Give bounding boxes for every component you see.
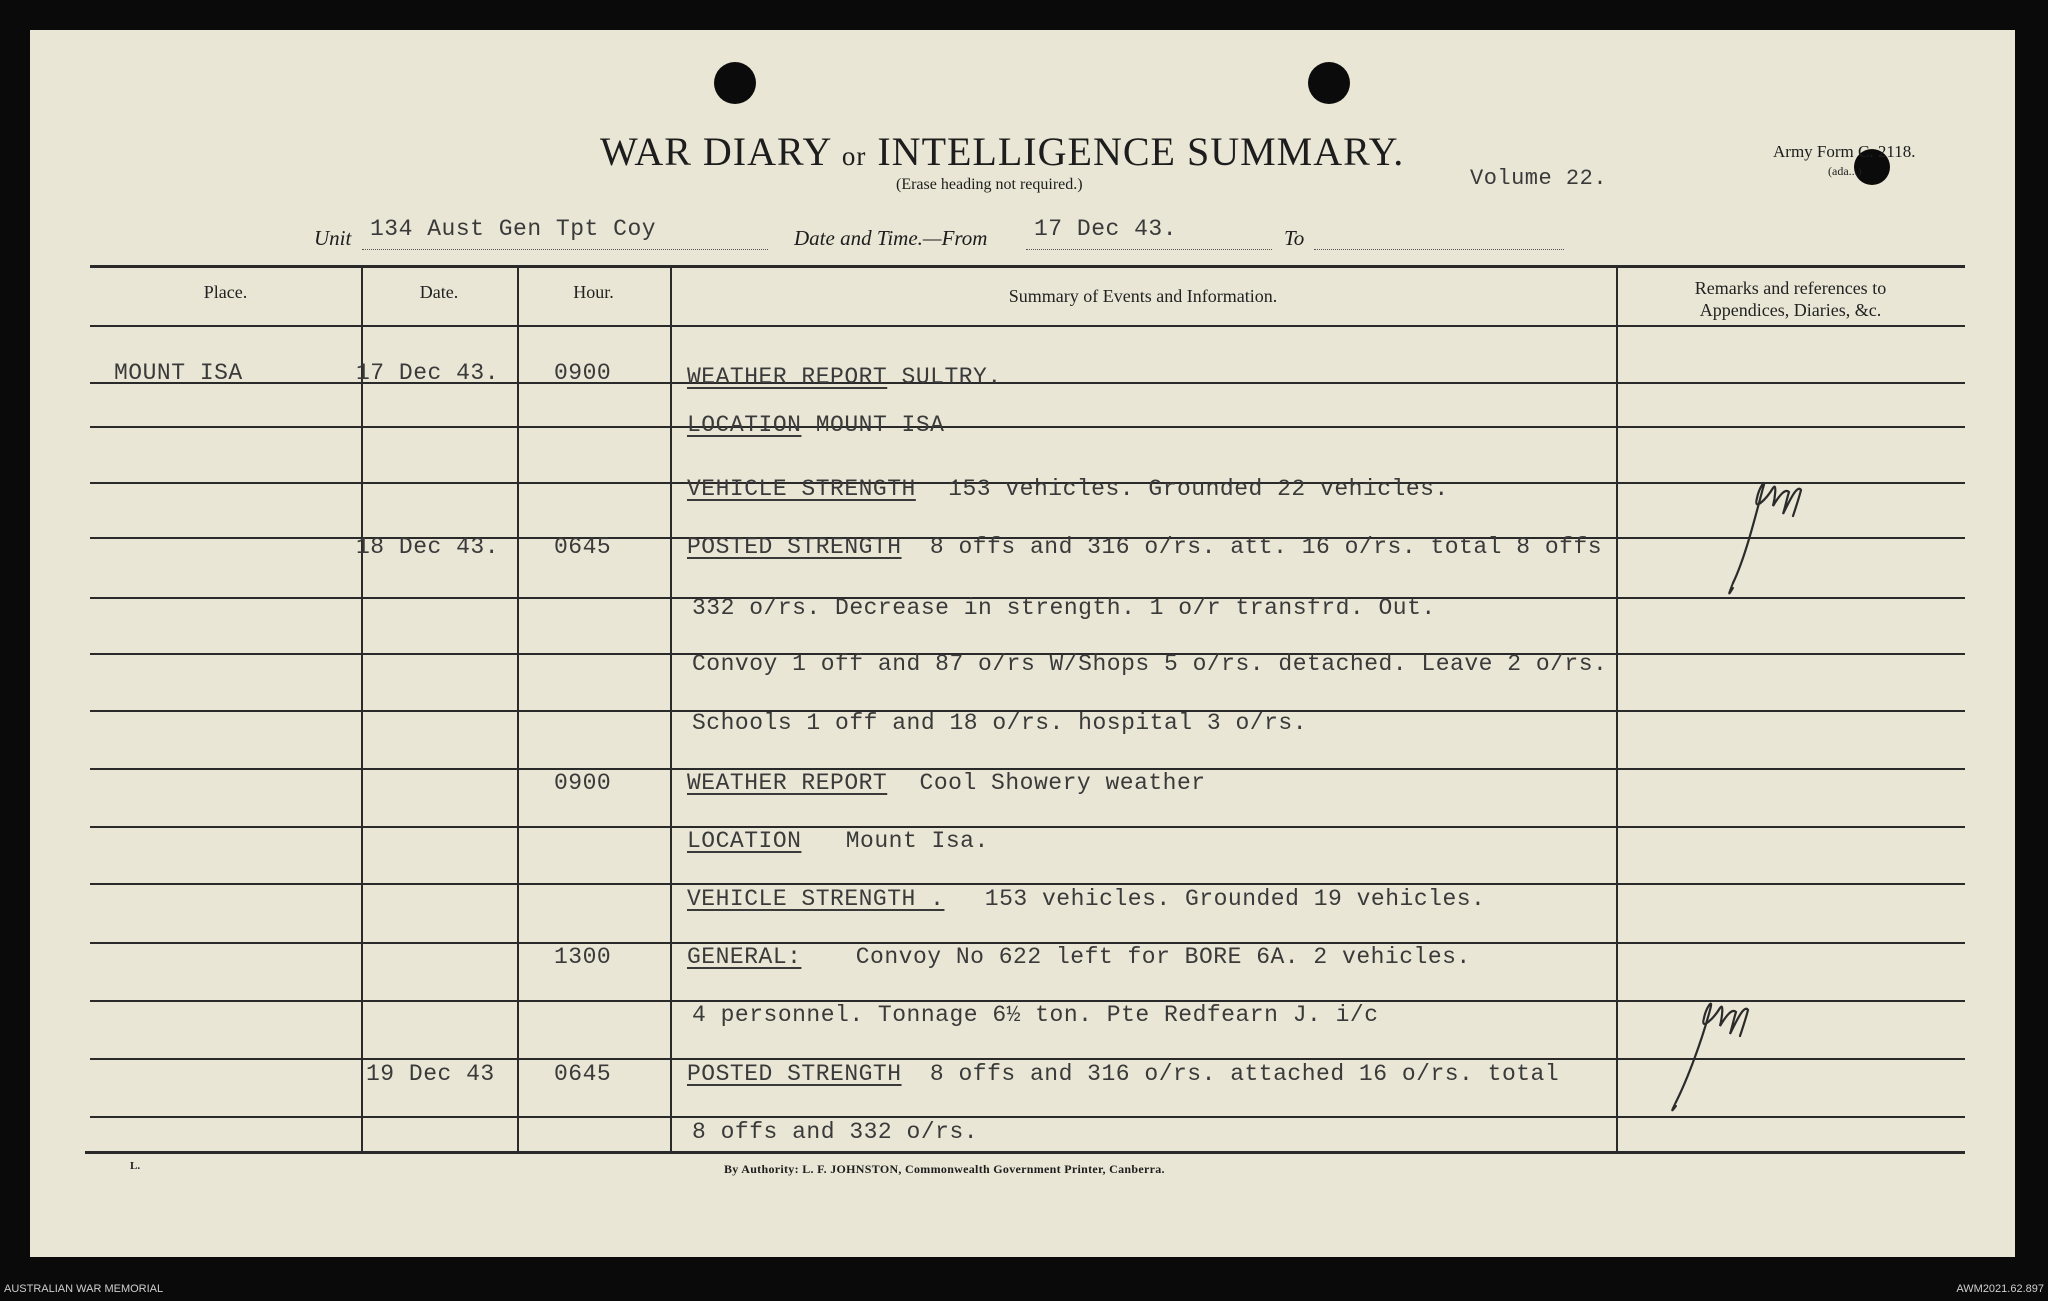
column-header-remarks-2: Appendices, Diaries, &c.: [1699, 300, 1882, 320]
punch-hole-left: [714, 62, 756, 104]
entry-heading: GENERAL:: [687, 944, 802, 970]
column-divider-place: [361, 266, 363, 1152]
handwritten-initials-signature: [1715, 458, 1835, 608]
entry-heading: POSTED STRENGTH: [687, 534, 902, 560]
entry-heading: WEATHER REPORT: [687, 770, 888, 796]
title-or: or: [841, 141, 867, 171]
punch-hole-right: [1308, 62, 1350, 104]
entry-text: 153 vehicles. Grounded 19 vehicles.: [984, 886, 1486, 912]
entry-text: Mount Isa.: [845, 828, 989, 854]
entry-heading: VEHICLE STRENGTH .: [687, 886, 945, 912]
entry-heading: POSTED STRENGTH: [687, 1061, 902, 1087]
table-bottom-rule: [85, 1151, 1965, 1154]
volume-number: Volume 22.: [1470, 166, 1608, 191]
printer-authority: By Authority: L. F. JOHNSTON, Commonwealth Government Printer, Canberra.: [724, 1162, 1165, 1176]
title-subtitle: (Erase heading not required.): [896, 176, 1083, 193]
column-divider-date: [517, 266, 519, 1152]
entry-date: 19 Dec 43: [366, 1061, 495, 1087]
page-title: [600, 128, 1404, 175]
entry-text: MOUNT ISA: [815, 412, 945, 438]
entry-heading: LOCATION: [687, 828, 802, 854]
entry-summary: [687, 476, 1449, 502]
entry-heading: LOCATION: [687, 412, 802, 438]
entry-hour: 1300: [554, 944, 612, 970]
entry-text: Cool Showery weather: [919, 770, 1206, 796]
entry-summary: [692, 595, 1436, 621]
column-divider-hour: [670, 266, 672, 1152]
unit-label: Unit: [314, 226, 352, 250]
entry-summary: [692, 651, 1607, 677]
column-header-date: Date.: [419, 282, 459, 302]
entry-summary: [687, 364, 1002, 390]
unit-value: 134 Aust Gen Tpt Coy: [370, 216, 657, 242]
entry-summary: [687, 1061, 1559, 1087]
entry-summary: [692, 1119, 978, 1145]
title-part1: WAR DIARY: [600, 129, 831, 174]
entry-date: 17 Dec 43.: [356, 360, 500, 386]
entry-hour: 0900: [554, 360, 612, 386]
diary-sheet: [30, 30, 2015, 1257]
entry-summary: [687, 828, 989, 854]
entry-text: 8 offs and 332 o/rs.: [692, 1119, 979, 1145]
column-header-summary: Summary of Events and Information.: [1008, 286, 1278, 306]
unit-dotted-line: [362, 248, 768, 250]
date-from-value: 17 Dec 43.: [1034, 216, 1178, 242]
archive-credit: AUSTRALIAN WAR MEMORIAL: [4, 1283, 164, 1295]
entry-text: Convoy No 622 left for BORE 6A. 2 vehicles.: [855, 944, 1471, 970]
row-rule: [90, 426, 1965, 428]
entry-heading: VEHICLE STRENGTH: [687, 476, 916, 502]
table-top-rule: [90, 265, 1965, 268]
entry-text: 153 vehicles. Grounded 22 vehicles.: [948, 476, 1449, 502]
entry-hour: 0900: [554, 770, 612, 796]
army-form-number: Army Form C. 2118.: [1773, 142, 1916, 161]
army-form-note: (ada...): [1828, 164, 1862, 178]
corner-mark: L.: [130, 1160, 141, 1172]
date-to-dotted-line: [1314, 248, 1564, 250]
entry-hour: 0645: [554, 534, 612, 560]
entry-summary: [687, 944, 1471, 970]
entry-summary: [687, 412, 944, 438]
title-part2: INTELLIGENCE SUMMARY.: [877, 129, 1405, 174]
date-from-dotted-line: [1026, 248, 1272, 250]
entry-hour: 0645: [554, 1061, 612, 1087]
entry-summary: [692, 1002, 1379, 1028]
entry-text: Schools 1 off and 18 o/rs. hospital 3 o/rs.: [692, 710, 1307, 736]
entry-summary: [687, 770, 1206, 796]
row-rule: [90, 826, 1965, 828]
entry-text: Convoy 1 off and 87 o/rs W/Shops 5 o/rs. detached. Leave 2 o/rs.: [692, 651, 1608, 677]
column-divider-summary: [1616, 266, 1618, 1152]
date-to-label: To: [1284, 226, 1305, 250]
entry-text: 8 offs and 316 o/rs. att. 16 o/rs. total 8 offs: [929, 534, 1603, 560]
entry-text: 4 personnel. Tonnage 6½ ton. Pte Redfearn J. i/c: [692, 1002, 1379, 1028]
column-header-place: Place.: [203, 282, 248, 302]
entry-summary: [687, 534, 1602, 560]
entry-summary: [692, 710, 1307, 736]
date-time-label: Date and Time.—From: [794, 226, 988, 250]
handwritten-initials-signature: [1650, 970, 1770, 1120]
entry-heading: WEATHER REPORT: [687, 364, 888, 390]
entry-text: SULTRY.: [901, 364, 1002, 390]
entry-date: 18 Dec 43.: [356, 534, 500, 560]
header-row-rule: [90, 325, 1965, 327]
column-header-hour: Hour.: [573, 282, 614, 302]
entry-summary: [687, 886, 1485, 912]
entry-text: 332 o/rs. Decrease in strength. 1 o/r transfrd. Out.: [692, 595, 1436, 621]
entry-place: MOUNT ISA: [114, 360, 243, 386]
column-header-remarks-1: Remarks and references to: [1694, 278, 1887, 298]
row-rule: [90, 883, 1965, 885]
entry-text: 8 offs and 316 o/rs. attached 16 o/rs. total: [929, 1061, 1560, 1087]
archive-accession-number: AWM2021.62.897: [1956, 1283, 2044, 1295]
